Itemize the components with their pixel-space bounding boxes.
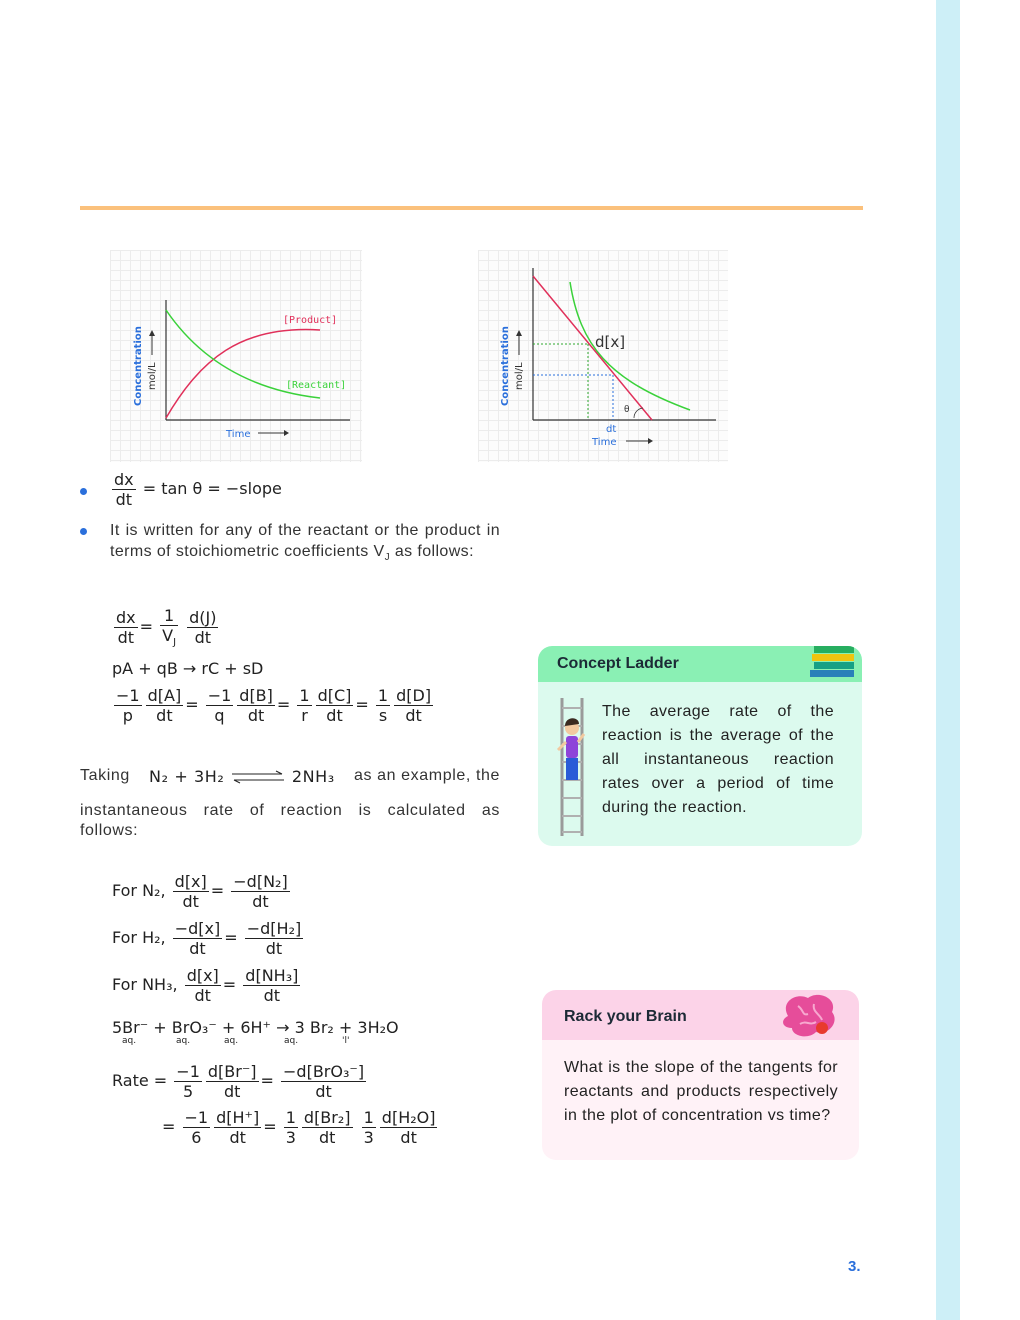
fraction-denominator: dt (115, 490, 133, 510)
rate-h2: For H₂, $\frac{-d[x]}{dt}$ = $\frac{\text{−d[H₂]}}{dt}$ (112, 919, 302, 959)
concept-ladder-text: The average rate of the reaction is the average of the all instantaneous reaction rates over a period of time during the reaction. (602, 703, 834, 816)
tangent-line (533, 276, 652, 420)
reactant-label: [Reactant] (286, 380, 347, 391)
example-paragraph: Taking N₂ + 3H₂ 2NH₃ as an example, the instantaneous rate of reaction is calculated as follows: (80, 766, 500, 839)
rate-expression-general: $\frac{-1}{p}$ $\frac{d[A]}{dt}$ = $\frac{-1}{q}$ $\frac{d[B]}{dt}$ = $\frac{1}{r}$ $\frac{d[C]}{dt}$ = $\frac{1}{s}$ $\frac{d[D]}{dt}$ (116, 686, 432, 726)
concept-ladder-title: Concept Ladder (557, 655, 679, 672)
rate-n2: For N₂, $\frac{d[x]}{dt}$ = $\frac{\text{−d[N₂]}}{dt}$ (112, 872, 288, 912)
ladder-climber-icon (552, 698, 598, 838)
bromate-reaction: 5Br⁻ + BrO₃⁻ + 6H⁺ → 3 Br₂ + 3H₂O (112, 1018, 399, 1037)
tangent-slope-graph (478, 250, 728, 462)
y-axis-unit: mol/L (147, 362, 158, 390)
rack-your-brain-title: Rack your Brain (564, 1008, 687, 1025)
product-curve (166, 330, 320, 418)
y-axis-unit: mol/L (514, 362, 525, 390)
bullet-slope (80, 470, 500, 516)
dx-label: d[x] (595, 333, 626, 351)
header-rule (80, 206, 863, 210)
rate-nh3: For NH₃, $\frac{d[x]}{dt}$ = $\frac{\text{d[NH₃]}}{dt}$ (112, 966, 299, 1006)
rack-your-brain-question: What is the slope of the tangents for reactants and products respectively in the plot of concentration vs time? (564, 1059, 838, 1124)
ammonia-reaction: N₂ + 3H₂ 2NH₃ (149, 766, 335, 786)
general-reaction: pA + qB → rC + sD (112, 659, 264, 678)
theta-label: θ (624, 405, 630, 415)
x-axis-label: Time (592, 437, 617, 448)
bullet-dot (80, 528, 87, 535)
slope-relation: = tan θ = −slope (142, 479, 282, 499)
equilibrium-arrow-icon (230, 770, 286, 784)
rate-hydrogen-bromine-water: = $\frac{-1}{6}$ $\frac{d[H^+]}{dt}$ = $\frac{1}{3}$ $\frac{\text{d[Br₂]}}{dt}$ $\frac{1}{3}$ $\frac{\text{d[H₂O]}}{dt}$ (162, 1108, 436, 1148)
y-axis-label: Concentration (133, 326, 144, 406)
bullet-text: It is written for any of the reactant or the product in terms of stoichiometric coefficients $V_J$ as follows: (110, 522, 500, 564)
brain-icon (778, 992, 840, 1040)
product-label: [Product] (283, 315, 338, 326)
y-axis-label: Concentration (500, 326, 511, 406)
page-number: 3. (848, 1258, 861, 1275)
dt-label: dt (606, 424, 617, 435)
books-stack-icon (808, 646, 860, 680)
concentration-time-graph (110, 250, 362, 462)
x-axis-label: Time (226, 429, 251, 440)
side-strip (936, 0, 960, 1320)
bullet-dot (80, 488, 87, 495)
rack-your-brain-box (542, 990, 859, 1160)
fraction-numerator: dx (114, 470, 134, 489)
concept-ladder-box (538, 646, 862, 846)
rate-bromide: Rate = $\frac{-1}{5}$ $\frac{d[Br^-]}{dt}$ = $\frac{\text{−d[BrO₃⁻]}}{dt}$ (112, 1062, 365, 1102)
